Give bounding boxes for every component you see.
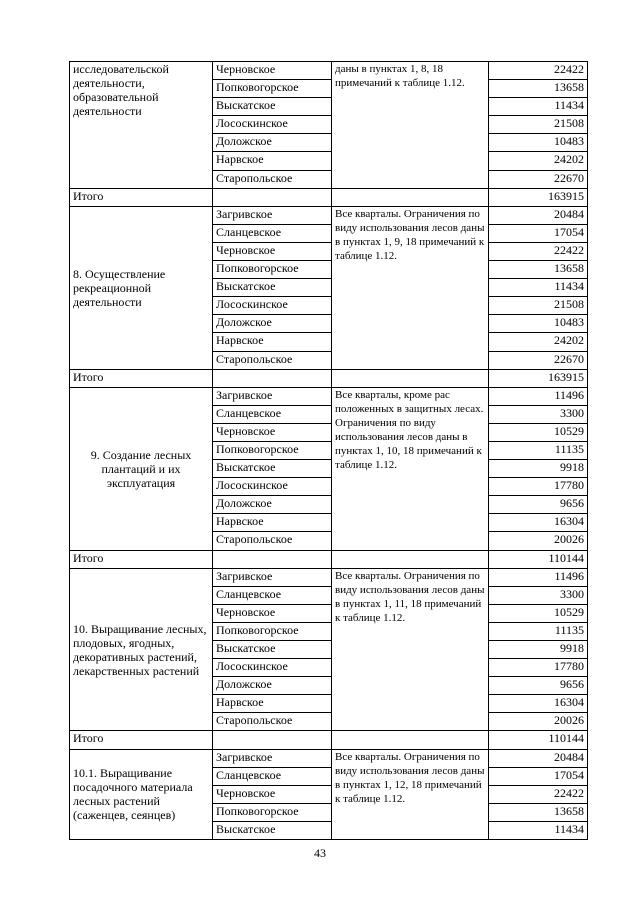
forestry-name-cell: Черновское	[213, 423, 332, 441]
forestry-name-cell: Попковогорское	[213, 80, 332, 98]
area-value-cell: 9656	[489, 496, 588, 514]
forestry-name-cell: Черновское	[213, 785, 332, 803]
forestry-name-cell: Выскатское	[213, 279, 332, 297]
forestry-name-cell: Старопольское	[213, 713, 332, 731]
restrictions-notes-cell: Все кварталы. Ограничения по виду использования лесов даны в пунктах 1, 9, 18 примечаний к таблице 1.12.	[332, 206, 489, 369]
activity-type-cell: 8. Осуществление рекреационной деятельности	[70, 206, 213, 369]
forestry-name-cell: Лососкинское	[213, 659, 332, 677]
area-value-cell: 17780	[489, 659, 588, 677]
forestry-name-cell: Сланцевское	[213, 405, 332, 423]
empty-cell	[332, 188, 489, 206]
area-value-cell: 17780	[489, 478, 588, 496]
total-row	[70, 188, 588, 206]
area-value-cell: 3300	[489, 586, 588, 604]
area-value-cell: 22670	[489, 170, 588, 188]
forestry-name-cell: Доложское	[213, 496, 332, 514]
page-number: 43	[314, 846, 326, 860]
area-value-cell: 9918	[489, 641, 588, 659]
forestry-name-cell: Загривское	[213, 568, 332, 586]
area-value-cell: 20484	[489, 749, 588, 767]
area-value-cell: 3300	[489, 405, 588, 423]
forestry-name-cell: Черновское	[213, 62, 332, 80]
forestry-name-cell: Лососкинское	[213, 116, 332, 134]
area-value-cell: 11135	[489, 441, 588, 459]
area-value-cell: 9918	[489, 460, 588, 478]
forestry-name-cell: Попковогорское	[213, 803, 332, 821]
area-value-cell: 22422	[489, 242, 588, 260]
forestry-name-cell: Доложское	[213, 134, 332, 152]
forestry-name-cell: Старопольское	[213, 170, 332, 188]
forestry-name-cell: Нарвское	[213, 333, 332, 351]
area-value-cell: 16304	[489, 514, 588, 532]
empty-cell	[213, 550, 332, 568]
area-value-cell: 17054	[489, 767, 588, 785]
area-value-cell: 16304	[489, 695, 588, 713]
total-label-cell: Итого	[70, 188, 213, 206]
forestry-name-cell: Сланцевское	[213, 586, 332, 604]
table-row	[70, 206, 588, 224]
total-value-cell: 163915	[489, 369, 588, 387]
forestry-name-cell: Выскатское	[213, 460, 332, 478]
forestry-name-cell: Попковогорское	[213, 622, 332, 640]
forestry-name-cell: Выскатское	[213, 98, 332, 116]
area-value-cell: 11496	[489, 387, 588, 405]
empty-cell	[332, 550, 489, 568]
forestry-name-cell: Загривское	[213, 387, 332, 405]
area-value-cell: 24202	[489, 152, 588, 170]
total-row	[70, 731, 588, 749]
area-value-cell: 17054	[489, 224, 588, 242]
total-value-cell: 163915	[489, 188, 588, 206]
area-value-cell: 20484	[489, 206, 588, 224]
area-value-cell: 11135	[489, 622, 588, 640]
activity-type-cell: исследовательской деятельности, образовательной деятельности	[70, 62, 213, 189]
forestry-name-cell: Черновское	[213, 242, 332, 260]
area-value-cell: 21508	[489, 116, 588, 134]
total-value-cell: 110144	[489, 731, 588, 749]
forestry-name-cell: Сланцевское	[213, 767, 332, 785]
area-value-cell: 13658	[489, 803, 588, 821]
area-value-cell: 9656	[489, 677, 588, 695]
area-value-cell: 11434	[489, 98, 588, 116]
total-value-cell: 110144	[489, 550, 588, 568]
area-value-cell: 11434	[489, 821, 588, 839]
forestry-name-cell: Сланцевское	[213, 224, 332, 242]
forestry-name-cell: Выскатское	[213, 821, 332, 839]
area-value-cell: 20026	[489, 532, 588, 550]
area-value-cell: 13658	[489, 261, 588, 279]
restrictions-notes-cell: даны в пунктах 1, 8, 18 примечаний к таблице 1.12.	[332, 62, 489, 189]
restrictions-notes-cell: Все кварталы. Ограничения по виду использования лесов даны в пунктах 1, 12, 18 примечаний к таблице 1.12.	[332, 749, 489, 839]
area-value-cell: 20026	[489, 713, 588, 731]
area-value-cell: 10483	[489, 134, 588, 152]
table-row	[70, 749, 588, 767]
forestry-name-cell: Лососкинское	[213, 478, 332, 496]
activity-type-cell: 9. Создание лесных плантаций и их эксплуатация	[70, 387, 213, 550]
forestry-name-cell: Нарвское	[213, 514, 332, 532]
activity-type-cell: 10. Выращивание лесных, плодовых, ягодных, декоративных растений, лекарственных растений	[70, 568, 213, 731]
forestry-name-cell: Лососкинское	[213, 297, 332, 315]
total-label-cell: Итого	[70, 550, 213, 568]
table-row	[70, 387, 588, 405]
forestry-name-cell: Нарвское	[213, 695, 332, 713]
forestry-name-cell: Старопольское	[213, 532, 332, 550]
forestry-name-cell: Выскатское	[213, 641, 332, 659]
area-value-cell: 10483	[489, 315, 588, 333]
restrictions-notes-cell: Все кварталы, кроме рас положенных в защитных лесах. Ограничения по виду использования лесов даны в пунктах 1, 10, 18 примечаний к таблице 1.12.	[332, 387, 489, 550]
forestry-name-cell: Черновское	[213, 604, 332, 622]
empty-cell	[213, 188, 332, 206]
area-value-cell: 22670	[489, 351, 588, 369]
forestry-name-cell: Доложское	[213, 677, 332, 695]
forest-use-table	[69, 61, 588, 840]
forestry-name-cell: Доложское	[213, 315, 332, 333]
total-label-cell: Итого	[70, 369, 213, 387]
empty-cell	[332, 369, 489, 387]
empty-cell	[213, 731, 332, 749]
activity-type-cell: 10.1. Выращивание посадочного материала лесных растений (саженцев, сеянцев)	[70, 749, 213, 839]
empty-cell	[332, 731, 489, 749]
area-value-cell: 13658	[489, 80, 588, 98]
total-row	[70, 550, 588, 568]
area-value-cell: 21508	[489, 297, 588, 315]
forestry-name-cell: Загривское	[213, 206, 332, 224]
empty-cell	[213, 369, 332, 387]
area-value-cell: 10529	[489, 423, 588, 441]
forestry-name-cell: Попковогорское	[213, 261, 332, 279]
forestry-name-cell: Старопольское	[213, 351, 332, 369]
area-value-cell: 22422	[489, 785, 588, 803]
forestry-name-cell: Загривское	[213, 749, 332, 767]
area-value-cell: 11434	[489, 279, 588, 297]
total-row	[70, 369, 588, 387]
table-row	[70, 568, 588, 586]
area-value-cell: 22422	[489, 62, 588, 80]
table-row	[70, 62, 588, 80]
area-value-cell: 11496	[489, 568, 588, 586]
forestry-name-cell: Попковогорское	[213, 441, 332, 459]
restrictions-notes-cell: Все кварталы. Ограничения по виду использования лесов даны в пунктах 1, 11, 18 примечаний к таблице 1.12.	[332, 568, 489, 731]
forestry-name-cell: Нарвское	[213, 152, 332, 170]
area-value-cell: 10529	[489, 604, 588, 622]
total-label-cell: Итого	[70, 731, 213, 749]
area-value-cell: 24202	[489, 333, 588, 351]
